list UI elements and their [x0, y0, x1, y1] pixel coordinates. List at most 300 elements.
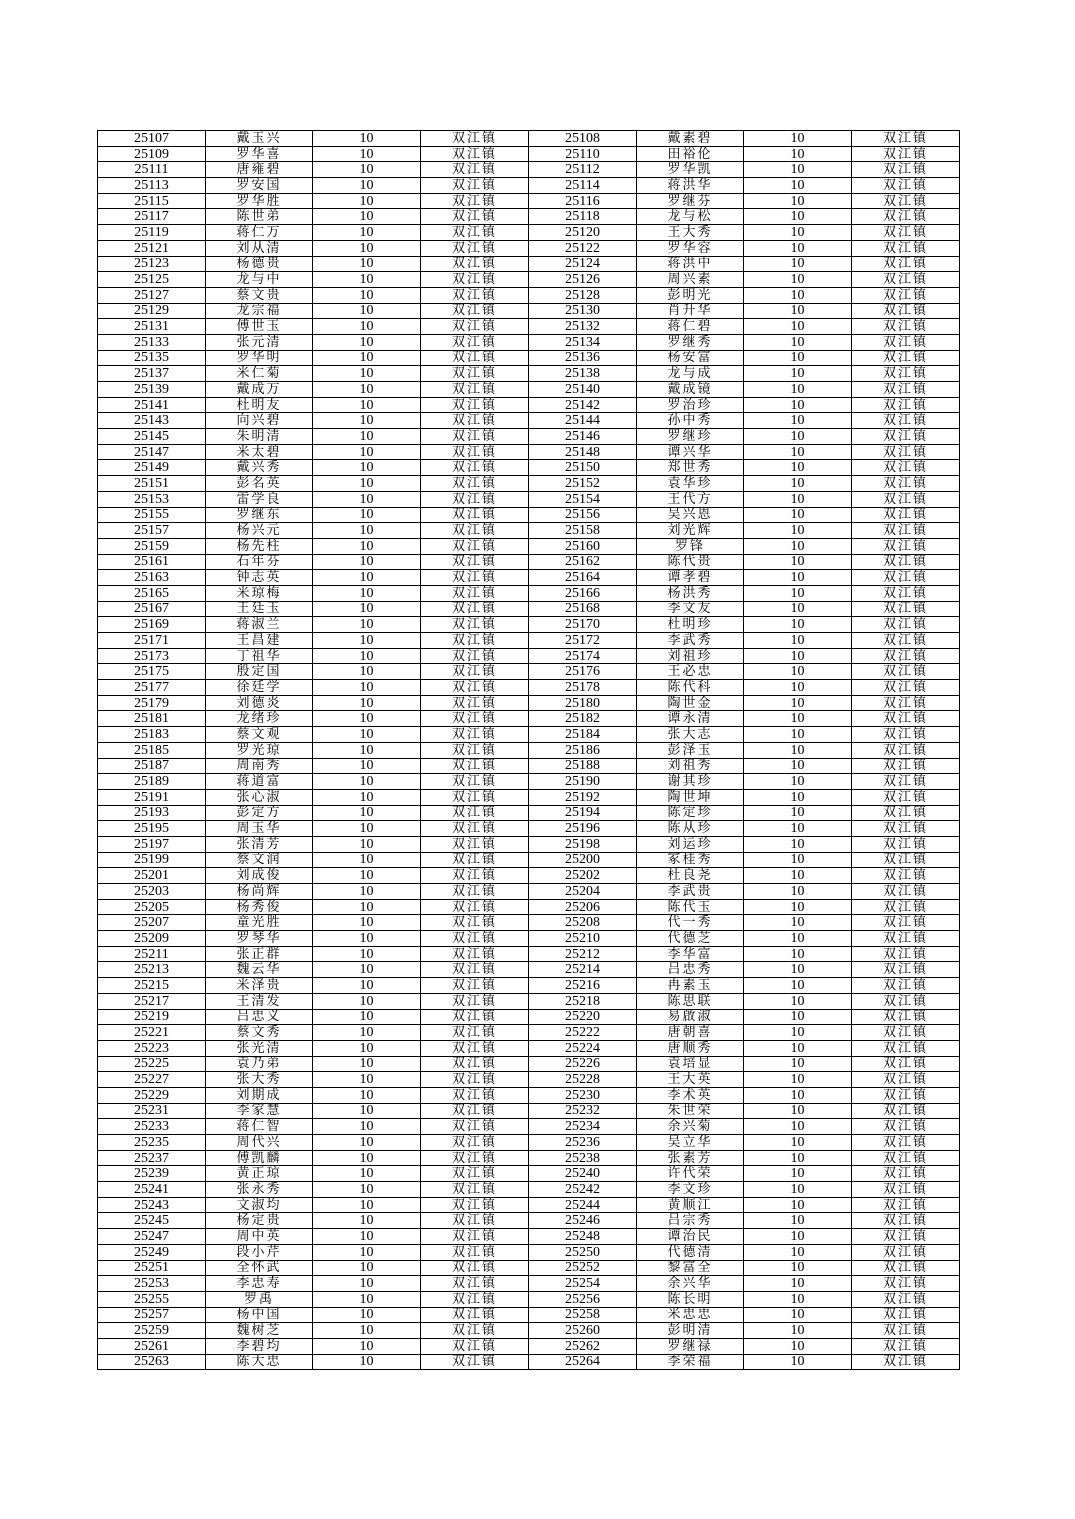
table-row — [98, 884, 960, 900]
person-name-cell: 米太碧 — [206, 444, 313, 460]
person-name-cell: 杨安富 — [637, 350, 744, 366]
person-name-cell: 吕忠秀 — [637, 962, 744, 978]
table-row — [98, 695, 960, 711]
person-name-cell: 戴玉兴 — [206, 131, 313, 147]
person-name-cell: 王廷玉 — [206, 601, 313, 617]
table-row — [98, 1040, 960, 1056]
town-name-cell: 双江镇 — [421, 946, 529, 962]
town-name-cell: 双江镇 — [421, 868, 529, 884]
table-row — [98, 1338, 960, 1354]
amount-cell: 10 — [744, 1009, 852, 1025]
person-name-cell: 杨秀俊 — [206, 899, 313, 915]
town-name-cell: 双江镇 — [852, 162, 960, 178]
town-name-cell: 双江镇 — [852, 680, 960, 696]
table-row — [98, 852, 960, 868]
amount-cell: 10 — [313, 1166, 421, 1182]
table-row — [98, 1103, 960, 1119]
town-name-cell: 双江镇 — [852, 1150, 960, 1166]
amount-cell: 10 — [744, 962, 852, 978]
person-name-cell: 张素芳 — [637, 1150, 744, 1166]
town-name-cell: 双江镇 — [852, 538, 960, 554]
amount-cell: 10 — [744, 272, 852, 288]
town-name-cell: 双江镇 — [852, 821, 960, 837]
amount-cell: 10 — [313, 1119, 421, 1135]
person-name-cell: 杨洪秀 — [637, 585, 744, 601]
record-number-cell: 25128 — [529, 287, 637, 303]
town-name-cell: 双江镇 — [852, 1056, 960, 1072]
table-row — [98, 1260, 960, 1276]
person-name-cell: 彭明清 — [637, 1323, 744, 1339]
table-row — [98, 711, 960, 727]
record-number-cell: 25140 — [529, 382, 637, 398]
person-name-cell: 罗光琼 — [206, 742, 313, 758]
record-number-cell: 25131 — [98, 319, 206, 335]
record-number-cell: 25156 — [529, 507, 637, 523]
town-name-cell: 双江镇 — [852, 1197, 960, 1213]
record-number-cell: 25203 — [98, 884, 206, 900]
amount-cell: 10 — [313, 868, 421, 884]
town-name-cell: 双江镇 — [852, 507, 960, 523]
town-name-cell: 双江镇 — [852, 444, 960, 460]
town-name-cell: 双江镇 — [421, 1009, 529, 1025]
table-row — [98, 491, 960, 507]
table-row — [98, 1135, 960, 1151]
amount-cell: 10 — [313, 131, 421, 147]
record-number-cell: 25257 — [98, 1307, 206, 1323]
record-number-cell: 25199 — [98, 852, 206, 868]
record-number-cell: 25236 — [529, 1135, 637, 1151]
table-row — [98, 131, 960, 147]
amount-cell: 10 — [313, 444, 421, 460]
table-row — [98, 1291, 960, 1307]
record-number-cell: 25221 — [98, 1025, 206, 1041]
person-name-cell: 罗禹 — [206, 1291, 313, 1307]
amount-cell: 10 — [313, 1182, 421, 1198]
table-row — [98, 538, 960, 554]
person-name-cell: 代一秀 — [637, 915, 744, 931]
person-name-cell: 杜良尧 — [637, 868, 744, 884]
record-number-cell: 25238 — [529, 1150, 637, 1166]
town-name-cell: 双江镇 — [421, 884, 529, 900]
amount-cell: 10 — [744, 429, 852, 445]
record-number-cell: 25263 — [98, 1354, 206, 1370]
person-name-cell: 杜明珍 — [637, 617, 744, 633]
town-name-cell: 双江镇 — [421, 178, 529, 194]
town-name-cell: 双江镇 — [421, 319, 529, 335]
town-name-cell: 双江镇 — [852, 1025, 960, 1041]
town-name-cell: 双江镇 — [852, 1260, 960, 1276]
person-name-cell: 全怀武 — [206, 1260, 313, 1276]
person-name-cell: 谭永清 — [637, 711, 744, 727]
amount-cell: 10 — [744, 836, 852, 852]
record-number-cell: 25198 — [529, 836, 637, 852]
person-name-cell: 蔡文观 — [206, 727, 313, 743]
amount-cell: 10 — [313, 429, 421, 445]
town-name-cell: 双江镇 — [852, 899, 960, 915]
person-name-cell: 陈长明 — [637, 1291, 744, 1307]
amount-cell: 10 — [313, 899, 421, 915]
record-number-cell: 25250 — [529, 1244, 637, 1260]
town-name-cell: 双江镇 — [852, 1276, 960, 1292]
record-number-cell: 25107 — [98, 131, 206, 147]
person-name-cell: 周中英 — [206, 1229, 313, 1245]
person-name-cell: 朱世荣 — [637, 1103, 744, 1119]
town-name-cell: 双江镇 — [852, 397, 960, 413]
record-number-cell: 25183 — [98, 727, 206, 743]
record-number-cell: 25195 — [98, 821, 206, 837]
town-name-cell: 双江镇 — [421, 1213, 529, 1229]
record-number-cell: 25205 — [98, 899, 206, 915]
person-name-cell: 王清发 — [206, 993, 313, 1009]
record-number-cell: 25227 — [98, 1072, 206, 1088]
person-name-cell: 戴兴秀 — [206, 460, 313, 476]
town-name-cell: 双江镇 — [421, 774, 529, 790]
table-row — [98, 1025, 960, 1041]
person-name-cell: 蔡文润 — [206, 852, 313, 868]
amount-cell: 10 — [744, 1197, 852, 1213]
record-number-cell: 25212 — [529, 946, 637, 962]
town-name-cell: 双江镇 — [852, 962, 960, 978]
amount-cell: 10 — [744, 1276, 852, 1292]
town-name-cell: 双江镇 — [421, 429, 529, 445]
amount-cell: 10 — [313, 178, 421, 194]
person-name-cell: 陶世坤 — [637, 789, 744, 805]
table-row — [98, 946, 960, 962]
amount-cell: 10 — [744, 225, 852, 241]
record-number-cell: 25182 — [529, 711, 637, 727]
amount-cell: 10 — [744, 1103, 852, 1119]
town-name-cell: 双江镇 — [421, 1072, 529, 1088]
amount-cell: 10 — [744, 538, 852, 554]
amount-cell: 10 — [313, 915, 421, 931]
person-name-cell: 张大秀 — [206, 1072, 313, 1088]
record-number-cell: 25152 — [529, 476, 637, 492]
record-number-cell: 25112 — [529, 162, 637, 178]
amount-cell: 10 — [313, 805, 421, 821]
table-row — [98, 178, 960, 194]
table-row — [98, 601, 960, 617]
person-name-cell: 杨德贵 — [206, 256, 313, 272]
table-row — [98, 554, 960, 570]
table-row — [98, 774, 960, 790]
town-name-cell: 双江镇 — [421, 209, 529, 225]
table-row — [98, 899, 960, 915]
town-name-cell: 双江镇 — [421, 1166, 529, 1182]
amount-cell: 10 — [744, 507, 852, 523]
person-name-cell: 罗锋 — [637, 538, 744, 554]
amount-cell: 10 — [313, 585, 421, 601]
record-number-cell: 25125 — [98, 272, 206, 288]
table-row — [98, 429, 960, 445]
amount-cell: 10 — [744, 491, 852, 507]
record-number-cell: 25218 — [529, 993, 637, 1009]
table-row — [98, 978, 960, 994]
record-number-cell: 25197 — [98, 836, 206, 852]
table-row — [98, 1354, 960, 1370]
amount-cell: 10 — [313, 931, 421, 947]
table-row — [98, 303, 960, 319]
person-name-cell: 余兴华 — [637, 1276, 744, 1292]
town-name-cell: 双江镇 — [421, 1182, 529, 1198]
town-name-cell: 双江镇 — [852, 429, 960, 445]
town-name-cell: 双江镇 — [421, 1244, 529, 1260]
record-number-cell: 25246 — [529, 1213, 637, 1229]
amount-cell: 10 — [744, 1338, 852, 1354]
amount-cell: 10 — [744, 821, 852, 837]
town-name-cell: 双江镇 — [852, 256, 960, 272]
table-row — [98, 319, 960, 335]
amount-cell: 10 — [744, 884, 852, 900]
person-name-cell: 李术英 — [637, 1087, 744, 1103]
record-number-cell: 25108 — [529, 131, 637, 147]
town-name-cell: 双江镇 — [421, 397, 529, 413]
town-name-cell: 双江镇 — [421, 633, 529, 649]
amount-cell: 10 — [744, 162, 852, 178]
person-name-cell: 戴素碧 — [637, 131, 744, 147]
town-name-cell: 双江镇 — [852, 366, 960, 382]
amount-cell: 10 — [744, 978, 852, 994]
record-number-cell: 25216 — [529, 978, 637, 994]
amount-cell: 10 — [744, 523, 852, 539]
table-row — [98, 476, 960, 492]
town-name-cell: 双江镇 — [852, 193, 960, 209]
person-name-cell: 李武秀 — [637, 633, 744, 649]
record-number-cell: 25115 — [98, 193, 206, 209]
amount-cell: 10 — [744, 1072, 852, 1088]
amount-cell: 10 — [744, 1244, 852, 1260]
amount-cell: 10 — [313, 617, 421, 633]
record-number-cell: 25149 — [98, 460, 206, 476]
town-name-cell: 双江镇 — [421, 695, 529, 711]
record-number-cell: 25262 — [529, 1338, 637, 1354]
town-name-cell: 双江镇 — [421, 523, 529, 539]
amount-cell: 10 — [313, 1229, 421, 1245]
amount-cell: 10 — [744, 303, 852, 319]
record-number-cell: 25239 — [98, 1166, 206, 1182]
town-name-cell: 双江镇 — [421, 162, 529, 178]
person-name-cell: 米琼梅 — [206, 585, 313, 601]
person-name-cell: 蒋洪华 — [637, 178, 744, 194]
record-number-cell: 25170 — [529, 617, 637, 633]
record-number-cell: 25220 — [529, 1009, 637, 1025]
record-number-cell: 25244 — [529, 1197, 637, 1213]
table-row — [98, 1056, 960, 1072]
town-name-cell: 双江镇 — [852, 601, 960, 617]
town-name-cell: 双江镇 — [852, 554, 960, 570]
record-number-cell: 25154 — [529, 491, 637, 507]
record-number-cell: 25122 — [529, 240, 637, 256]
record-number-cell: 25135 — [98, 350, 206, 366]
town-name-cell: 双江镇 — [852, 240, 960, 256]
record-number-cell: 25192 — [529, 789, 637, 805]
town-name-cell: 双江镇 — [852, 303, 960, 319]
person-name-cell: 杨中国 — [206, 1307, 313, 1323]
record-number-cell: 25165 — [98, 585, 206, 601]
person-name-cell: 蒋道富 — [206, 774, 313, 790]
record-number-cell: 25116 — [529, 193, 637, 209]
record-number-cell: 25137 — [98, 366, 206, 382]
amount-cell: 10 — [313, 1244, 421, 1260]
amount-cell: 10 — [313, 460, 421, 476]
table-row — [98, 193, 960, 209]
record-number-cell: 25162 — [529, 554, 637, 570]
amount-cell: 10 — [744, 554, 852, 570]
record-number-cell: 25214 — [529, 962, 637, 978]
record-number-cell: 25191 — [98, 789, 206, 805]
amount-cell: 10 — [313, 366, 421, 382]
town-name-cell: 双江镇 — [421, 1103, 529, 1119]
record-number-cell: 25261 — [98, 1338, 206, 1354]
record-number-cell: 25233 — [98, 1119, 206, 1135]
table-row — [98, 1182, 960, 1198]
town-name-cell: 双江镇 — [852, 476, 960, 492]
record-number-cell: 25180 — [529, 695, 637, 711]
amount-cell: 10 — [313, 491, 421, 507]
table-row — [98, 617, 960, 633]
amount-cell: 10 — [313, 507, 421, 523]
amount-cell: 10 — [744, 570, 852, 586]
record-number-cell: 25163 — [98, 570, 206, 586]
town-name-cell: 双江镇 — [421, 978, 529, 994]
amount-cell: 10 — [313, 1150, 421, 1166]
town-name-cell: 双江镇 — [421, 225, 529, 241]
amount-cell: 10 — [744, 899, 852, 915]
table-row — [98, 805, 960, 821]
person-name-cell: 傅凯麟 — [206, 1150, 313, 1166]
person-name-cell: 王大秀 — [637, 225, 744, 241]
person-name-cell: 田裕伦 — [637, 146, 744, 162]
town-name-cell: 双江镇 — [421, 303, 529, 319]
amount-cell: 10 — [313, 836, 421, 852]
person-name-cell: 陈代科 — [637, 680, 744, 696]
town-name-cell: 双江镇 — [852, 413, 960, 429]
amount-cell: 10 — [744, 1166, 852, 1182]
record-number-cell: 25148 — [529, 444, 637, 460]
record-number-cell: 25129 — [98, 303, 206, 319]
town-name-cell: 双江镇 — [852, 978, 960, 994]
record-number-cell: 25132 — [529, 319, 637, 335]
record-number-cell: 25139 — [98, 382, 206, 398]
record-number-cell: 25219 — [98, 1009, 206, 1025]
amount-cell: 10 — [744, 711, 852, 727]
town-name-cell: 双江镇 — [421, 334, 529, 350]
person-name-cell: 刘运珍 — [637, 836, 744, 852]
table-row — [98, 1009, 960, 1025]
record-number-cell: 25171 — [98, 633, 206, 649]
record-number-cell: 25248 — [529, 1229, 637, 1245]
amount-cell: 10 — [313, 1338, 421, 1354]
town-name-cell: 双江镇 — [852, 178, 960, 194]
record-number-cell: 25184 — [529, 727, 637, 743]
person-name-cell: 张大志 — [637, 727, 744, 743]
table-row — [98, 585, 960, 601]
person-name-cell: 陶世金 — [637, 695, 744, 711]
amount-cell: 10 — [313, 680, 421, 696]
amount-cell: 10 — [313, 789, 421, 805]
record-number-cell: 25169 — [98, 617, 206, 633]
town-name-cell: 双江镇 — [852, 1072, 960, 1088]
roster-table-body — [98, 131, 960, 1370]
person-name-cell: 刘祖秀 — [637, 758, 744, 774]
amount-cell: 10 — [744, 1056, 852, 1072]
record-number-cell: 25138 — [529, 366, 637, 382]
town-name-cell: 双江镇 — [421, 538, 529, 554]
amount-cell: 10 — [313, 272, 421, 288]
table-row — [98, 1119, 960, 1135]
town-name-cell: 双江镇 — [421, 711, 529, 727]
person-name-cell: 李文珍 — [637, 1182, 744, 1198]
town-name-cell: 双江镇 — [852, 852, 960, 868]
town-name-cell: 双江镇 — [421, 444, 529, 460]
person-name-cell: 谭兴华 — [637, 444, 744, 460]
town-name-cell: 双江镇 — [421, 507, 529, 523]
person-name-cell: 罗华明 — [206, 350, 313, 366]
record-number-cell: 25113 — [98, 178, 206, 194]
amount-cell: 10 — [744, 287, 852, 303]
person-name-cell: 段小芹 — [206, 1244, 313, 1260]
table-row — [98, 460, 960, 476]
person-name-cell: 周南秀 — [206, 758, 313, 774]
record-number-cell: 25211 — [98, 946, 206, 962]
town-name-cell: 双江镇 — [421, 789, 529, 805]
person-name-cell: 刘从清 — [206, 240, 313, 256]
town-name-cell: 双江镇 — [421, 852, 529, 868]
amount-cell: 10 — [313, 601, 421, 617]
amount-cell: 10 — [313, 962, 421, 978]
record-number-cell: 25130 — [529, 303, 637, 319]
person-name-cell: 刘德炎 — [206, 695, 313, 711]
table-row — [98, 256, 960, 272]
town-name-cell: 双江镇 — [421, 758, 529, 774]
town-name-cell: 双江镇 — [852, 460, 960, 476]
town-name-cell: 双江镇 — [852, 1009, 960, 1025]
record-number-cell: 25229 — [98, 1087, 206, 1103]
town-name-cell: 双江镇 — [852, 1135, 960, 1151]
record-number-cell: 25207 — [98, 915, 206, 931]
town-name-cell: 双江镇 — [852, 946, 960, 962]
table-row — [98, 507, 960, 523]
record-number-cell: 25232 — [529, 1103, 637, 1119]
amount-cell: 10 — [313, 1307, 421, 1323]
record-number-cell: 25193 — [98, 805, 206, 821]
table-row — [98, 915, 960, 931]
person-name-cell: 黎富全 — [637, 1260, 744, 1276]
town-name-cell: 双江镇 — [421, 1338, 529, 1354]
town-name-cell: 双江镇 — [852, 1354, 960, 1370]
table-row — [98, 209, 960, 225]
person-name-cell: 蒋淑兰 — [206, 617, 313, 633]
amount-cell: 10 — [744, 1354, 852, 1370]
person-name-cell: 袁培显 — [637, 1056, 744, 1072]
table-row — [98, 1072, 960, 1088]
amount-cell: 10 — [313, 334, 421, 350]
person-name-cell: 刘期成 — [206, 1087, 313, 1103]
record-number-cell: 25224 — [529, 1040, 637, 1056]
amount-cell: 10 — [313, 476, 421, 492]
person-name-cell: 文淑均 — [206, 1197, 313, 1213]
town-name-cell: 双江镇 — [421, 1260, 529, 1276]
amount-cell: 10 — [313, 1354, 421, 1370]
person-name-cell: 罗华凯 — [637, 162, 744, 178]
record-number-cell: 25175 — [98, 664, 206, 680]
record-number-cell: 25179 — [98, 695, 206, 711]
table-row — [98, 334, 960, 350]
amount-cell: 10 — [744, 1229, 852, 1245]
town-name-cell: 双江镇 — [852, 993, 960, 1009]
person-name-cell: 刘祖珍 — [637, 648, 744, 664]
town-name-cell: 双江镇 — [852, 868, 960, 884]
record-number-cell: 25242 — [529, 1182, 637, 1198]
